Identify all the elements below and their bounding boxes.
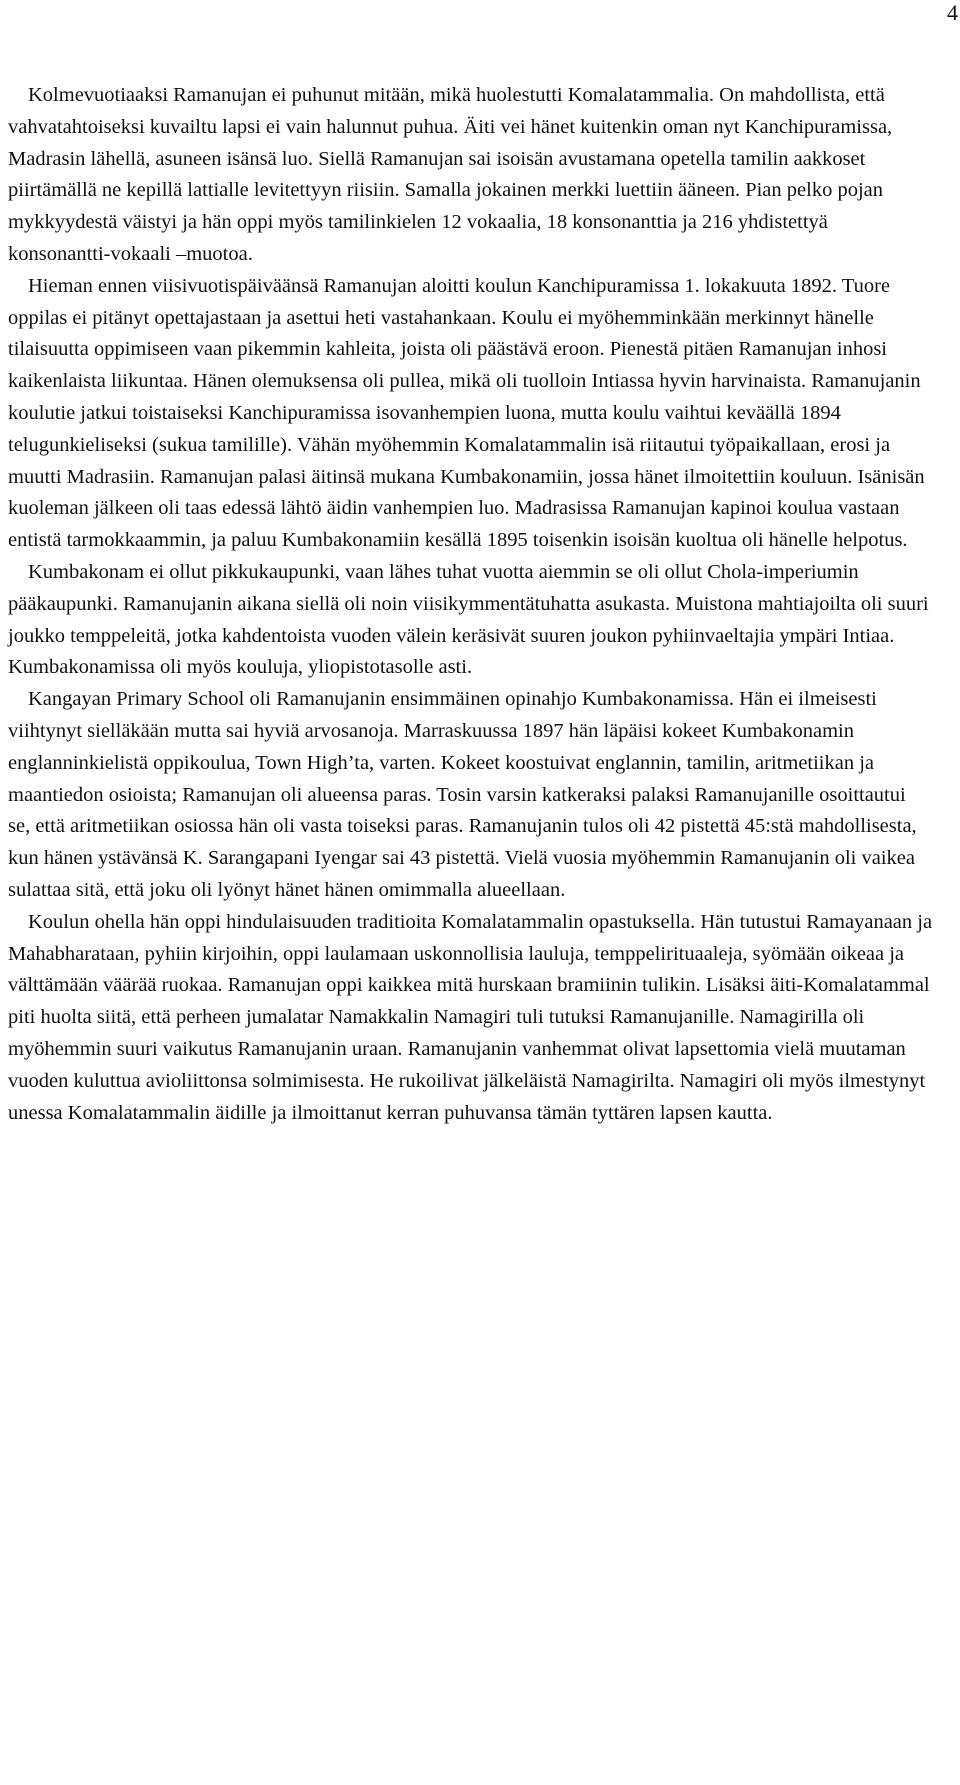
paragraph: Kangayan Primary School oli Ramanujanin ensimmäinen opinahjo Kumbakonamissa. Hän ei ilmeisesti viihtynyt sielläkään mutta sai hyviä arvosanoja. Marraskuussa 1897 hän läpäisi kokeet Kumbakonamin englanninkielistä oppikoulua, Town High’ta, varten. Kokeet koostuivat englannin, tamilin, aritmetiikan ja maantiedon osioista; Ramanujan oli alueensa paras. Tosin varsin katkeraksi palaksi Ramanujanille osoittautui se, että aritmetiikan osiossa hän oli vasta toiseksi paras. Ramanujanin tulos oli 42 pistettä 45:stä mahdollisesta, kun hänen ystävänsä K. Sarangapani Iyengar sai 43 pistettä. Vielä vuosia myöhemmin Ramanujanin oli vaikea sulattaa sitä, että joku oli lyönyt hänet hänen omimmalla alueellaan. <box>8 688 917 901</box>
paragraph: Hieman ennen viisivuotispäiväänsä Ramanujan aloitti koulun Kanchipuramissa 1. lokakuuta 1892. Tuore oppilas ei pitänyt opettajastaan ja asettui heti vastahankaan. Koulu ei myöhemminkään merkinnyt hänelle tilaisuutta oppimiseen vaan pikemmin kahleita, joista oli päästävä eroon. Pienestä pitäen Ramanujan inhosi kaikenlaista liikuntaa. Hänen olemuksensa oli pullea, mikä oli tuolloin Intiassa hyvin harvinaista. Ramanujanin koulutie jatkui toistaiseksi Kanchipuramissa isovanhempien luona, mutta koulu vaihtui keväällä 1894 telugunkieliseksi (sukua tamilille). Vähän myöhemmin Komalatammalin isä riitautui työpaikallaan, erosi ja muutti Madrasiin. Ramanujan palasi äitinsä mukana Kumbakonamiin, jossa hänet ilmoitettiin kouluun. Isänisän kuoleman jälkeen oli taas edessä lähtö äidin vanhempien luo. Madrasissa Ramanujan kapinoi koulua vastaan entistä tarmokkaammin, ja paluu Kumbakonamiin kesällä 1895 toisenkin isoisän kuoltua oli hänelle helpotus. <box>8 274 925 552</box>
paragraph: Kumbakonam ei ollut pikkukaupunki, vaan lähes tuhat vuotta aiemmin se oli ollut Chola-imperiumin pääkaupunki. Ramanujanin aikana siellä oli noin viisikymmentätuhatta asukasta. Muistona mahtiajoilta oli suuri joukko temppeleitä, jotka kahdentoista vuoden välein keräsivät suuren joukon pyhiinvaeltajia ympäri Intiaa. Kumbakonamissa oli myös kouluja, yliopistotasolle asti. <box>8 560 929 679</box>
document-body <box>8 80 933 1129</box>
paragraph: Koulun ohella hän oppi hindulaisuuden traditioita Komalatammalin opastuksella. Hän tutustui Ramayanaan ja Mahabharataan, pyhiin kirjoihin, oppi laulamaan uskonnollisia lauluja, temppelirituaaleja, syömään oikeaa ja välttämään väärää ruokaa. Ramanujan oppi kaikkea mitä hurskaan bramiinin tulikin. Lisäksi äiti-Komalatammal piti huolta siitä, että perheen jumalatar Namakkalin Namagiri tuli tutuksi Ramanujanille. Namagirilla oli myöhemmin suuri vaikutus Ramanujanin uraan. Ramanujanin vanhemmat olivat lapsettomia vielä muutaman vuoden kuluttua avioliittonsa solmimisesta. He rukoilivat jälkeläistä Namagirilta. Namagiri oli myös ilmestynyt unessa Komalatammalin äidille ja ilmoittanut kerran puhuvansa tämän tyttären lapsen kautta. <box>8 910 933 1124</box>
page-number: 4 <box>947 0 958 25</box>
paragraph: Kolmevuotiaaksi Ramanujan ei puhunut mitään, mikä huolestutti Komalatammalia. On mahdollista, että vahvatahtoiseksi kuvailtu lapsi ei vain halunnut puhua. Äiti vei hänet kuitenkin oman nyt Kanchipuramissa, Madrasin lähellä, asuneen isänsä luo. Siellä Ramanujan sai isoisän avustamana opetella tamilin aakkoset piirtämällä ne kepillä lattialle levitettyyn riisiin. Samalla jokainen merkki luettiin ääneen. Pian pelko pojan mykkyydestä väistyi ja hän oppi myös tamilinkielen 12 vokaalia, 18 konsonanttia ja 216 yhdistettyä konsonantti-vokaali –muotoa. <box>8 84 893 265</box>
